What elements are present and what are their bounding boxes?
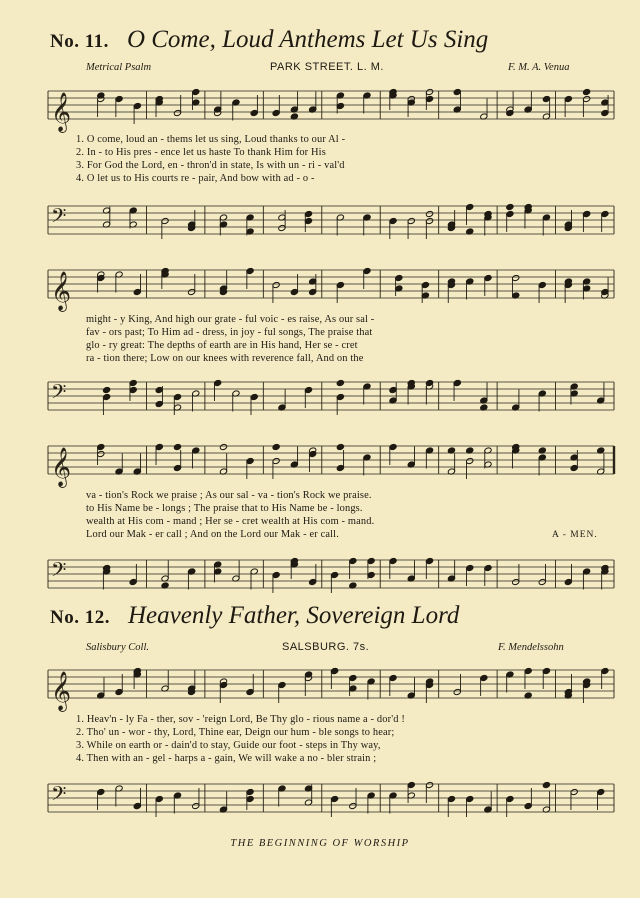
lyric-line: 3. While on earth or - dain'd to stay, Guide our foot - steps in Thy way, <box>76 740 381 751</box>
note-head <box>133 802 141 809</box>
hymn-11-title: O Come, Loud Anthems Let Us Sing <box>126 26 489 53</box>
bass-clef-icon: 𝄢 <box>51 204 67 232</box>
lyric-line: ra - tion there; Low on our knees with reverence fall, And on the <box>86 353 364 364</box>
note-head <box>103 386 111 393</box>
hymn-11-heading <box>50 26 488 54</box>
staff-engraving <box>48 267 614 312</box>
lyric-line: 2. Tho' un - wor - thy, Lord, Thine ear, Deign our hum - ble songs to hear; <box>76 727 395 738</box>
hymn-11-system-2-bass-staff <box>48 374 614 418</box>
staff-engraving <box>48 88 614 133</box>
hymn-11-composer: F. M. A. Venua <box>508 62 570 73</box>
hymn-12-number: No. 12. <box>50 607 110 628</box>
lyric-line: 3. For God the Lord, en - thron'd in state, Is with un - ri - val'd <box>76 160 345 171</box>
lyric-line: 1. Heav'n - ly Fa - ther, sov - 'reign Lord, Be Thy glo - rious name a - dor'd ! <box>76 714 405 725</box>
lyric-line: wealth at His com - mand ; Her se - cret wealth at His com - mand. <box>86 516 375 527</box>
lyric-line: to His Name be - longs ; The praise that to His Name be - longs. <box>86 503 363 514</box>
note-head <box>336 379 344 386</box>
lyric-line: Lord our Mak - er call ; And on the Lord our Mak - er call. <box>86 529 339 540</box>
hymn-11-number: No. 11. <box>50 31 109 52</box>
hymn-11-system-2-treble-staff <box>48 262 614 311</box>
staff-engraving <box>48 557 614 593</box>
note-head <box>155 443 163 450</box>
hymn-12-title: Heavenly Father, Sovereign Lord <box>127 602 460 629</box>
note-head <box>542 781 550 788</box>
hymn-11-system-1-bass-staff <box>48 198 614 242</box>
hymn-11-tune-name: PARK STREET. L. M. <box>270 61 384 73</box>
bass-clef-icon: 𝄢 <box>51 558 67 586</box>
treble-clef-icon: 𝄞 <box>51 92 72 132</box>
note-head <box>173 443 181 450</box>
bass-clef-icon: 𝄢 <box>51 782 67 810</box>
hymn-12-system-1-treble-staff <box>48 662 614 711</box>
lyric-line: 4. O let us to His courts re - pair, And bow with ad - o - <box>76 173 315 184</box>
hymn-11-text-source: Metrical Psalm <box>86 62 152 73</box>
hymn-12-composer: F. Mendelssohn <box>498 642 564 653</box>
note-head <box>583 210 591 217</box>
staff-engraving <box>48 667 614 712</box>
note-head <box>336 443 344 450</box>
hymn-11-system-3-bass-staff <box>48 552 614 596</box>
amen-label: A - MEN. <box>552 530 598 540</box>
lyric-line: 1. O come, loud an - thems let us sing, Loud thanks to our Al - <box>76 134 346 145</box>
page-footer: THE BEGINNING OF WORSHIP <box>230 838 410 849</box>
treble-clef-icon: 𝄞 <box>51 447 72 487</box>
staff-engraving <box>48 781 614 817</box>
note-head <box>272 443 280 450</box>
hymn-12-text-source: Salisbury Coll. <box>86 642 150 653</box>
note-head <box>219 443 227 450</box>
note-head <box>425 210 433 217</box>
hymn-11-system-1-treble-staff <box>48 83 614 132</box>
lyric-line: va - tion's Rock we praise ; As our sal - va - tion's Rock we praise. <box>86 490 372 501</box>
staff-engraving <box>48 379 614 415</box>
lyric-line: 4. Then with an - gel - harps a - gain, We will wake a no - bler strain ; <box>76 753 377 764</box>
hymn-12-system-1-bass-staff <box>48 776 614 820</box>
treble-clef-icon: 𝄞 <box>51 671 72 711</box>
note-head <box>331 667 339 674</box>
hymn-11-system-3-treble-staff <box>48 438 614 487</box>
bass-clef-icon: 𝄢 <box>51 380 67 408</box>
lyric-line: might - y King, And high our grate - ful voic - es raise, As our sal - <box>86 314 375 325</box>
lyric-line: glo - ry great: The depths of earth are in His hand, Her se - cret <box>86 340 358 351</box>
staff-engraving <box>48 443 614 488</box>
staff-engraving <box>48 203 614 239</box>
note-head <box>453 379 461 386</box>
lyric-line: 2. In - to His pres - ence let us haste To thank Him for His <box>76 147 326 158</box>
treble-clef-icon: 𝄞 <box>51 271 72 311</box>
note-head <box>583 88 591 95</box>
note-head <box>506 203 514 210</box>
lyric-line: fav - ors past; To Him ad - dress, in joy - ful songs, The praise that <box>86 327 373 338</box>
hymn-12-tune-name: SALSBURG. 7s. <box>282 641 370 653</box>
hymn-12-heading <box>50 602 459 630</box>
